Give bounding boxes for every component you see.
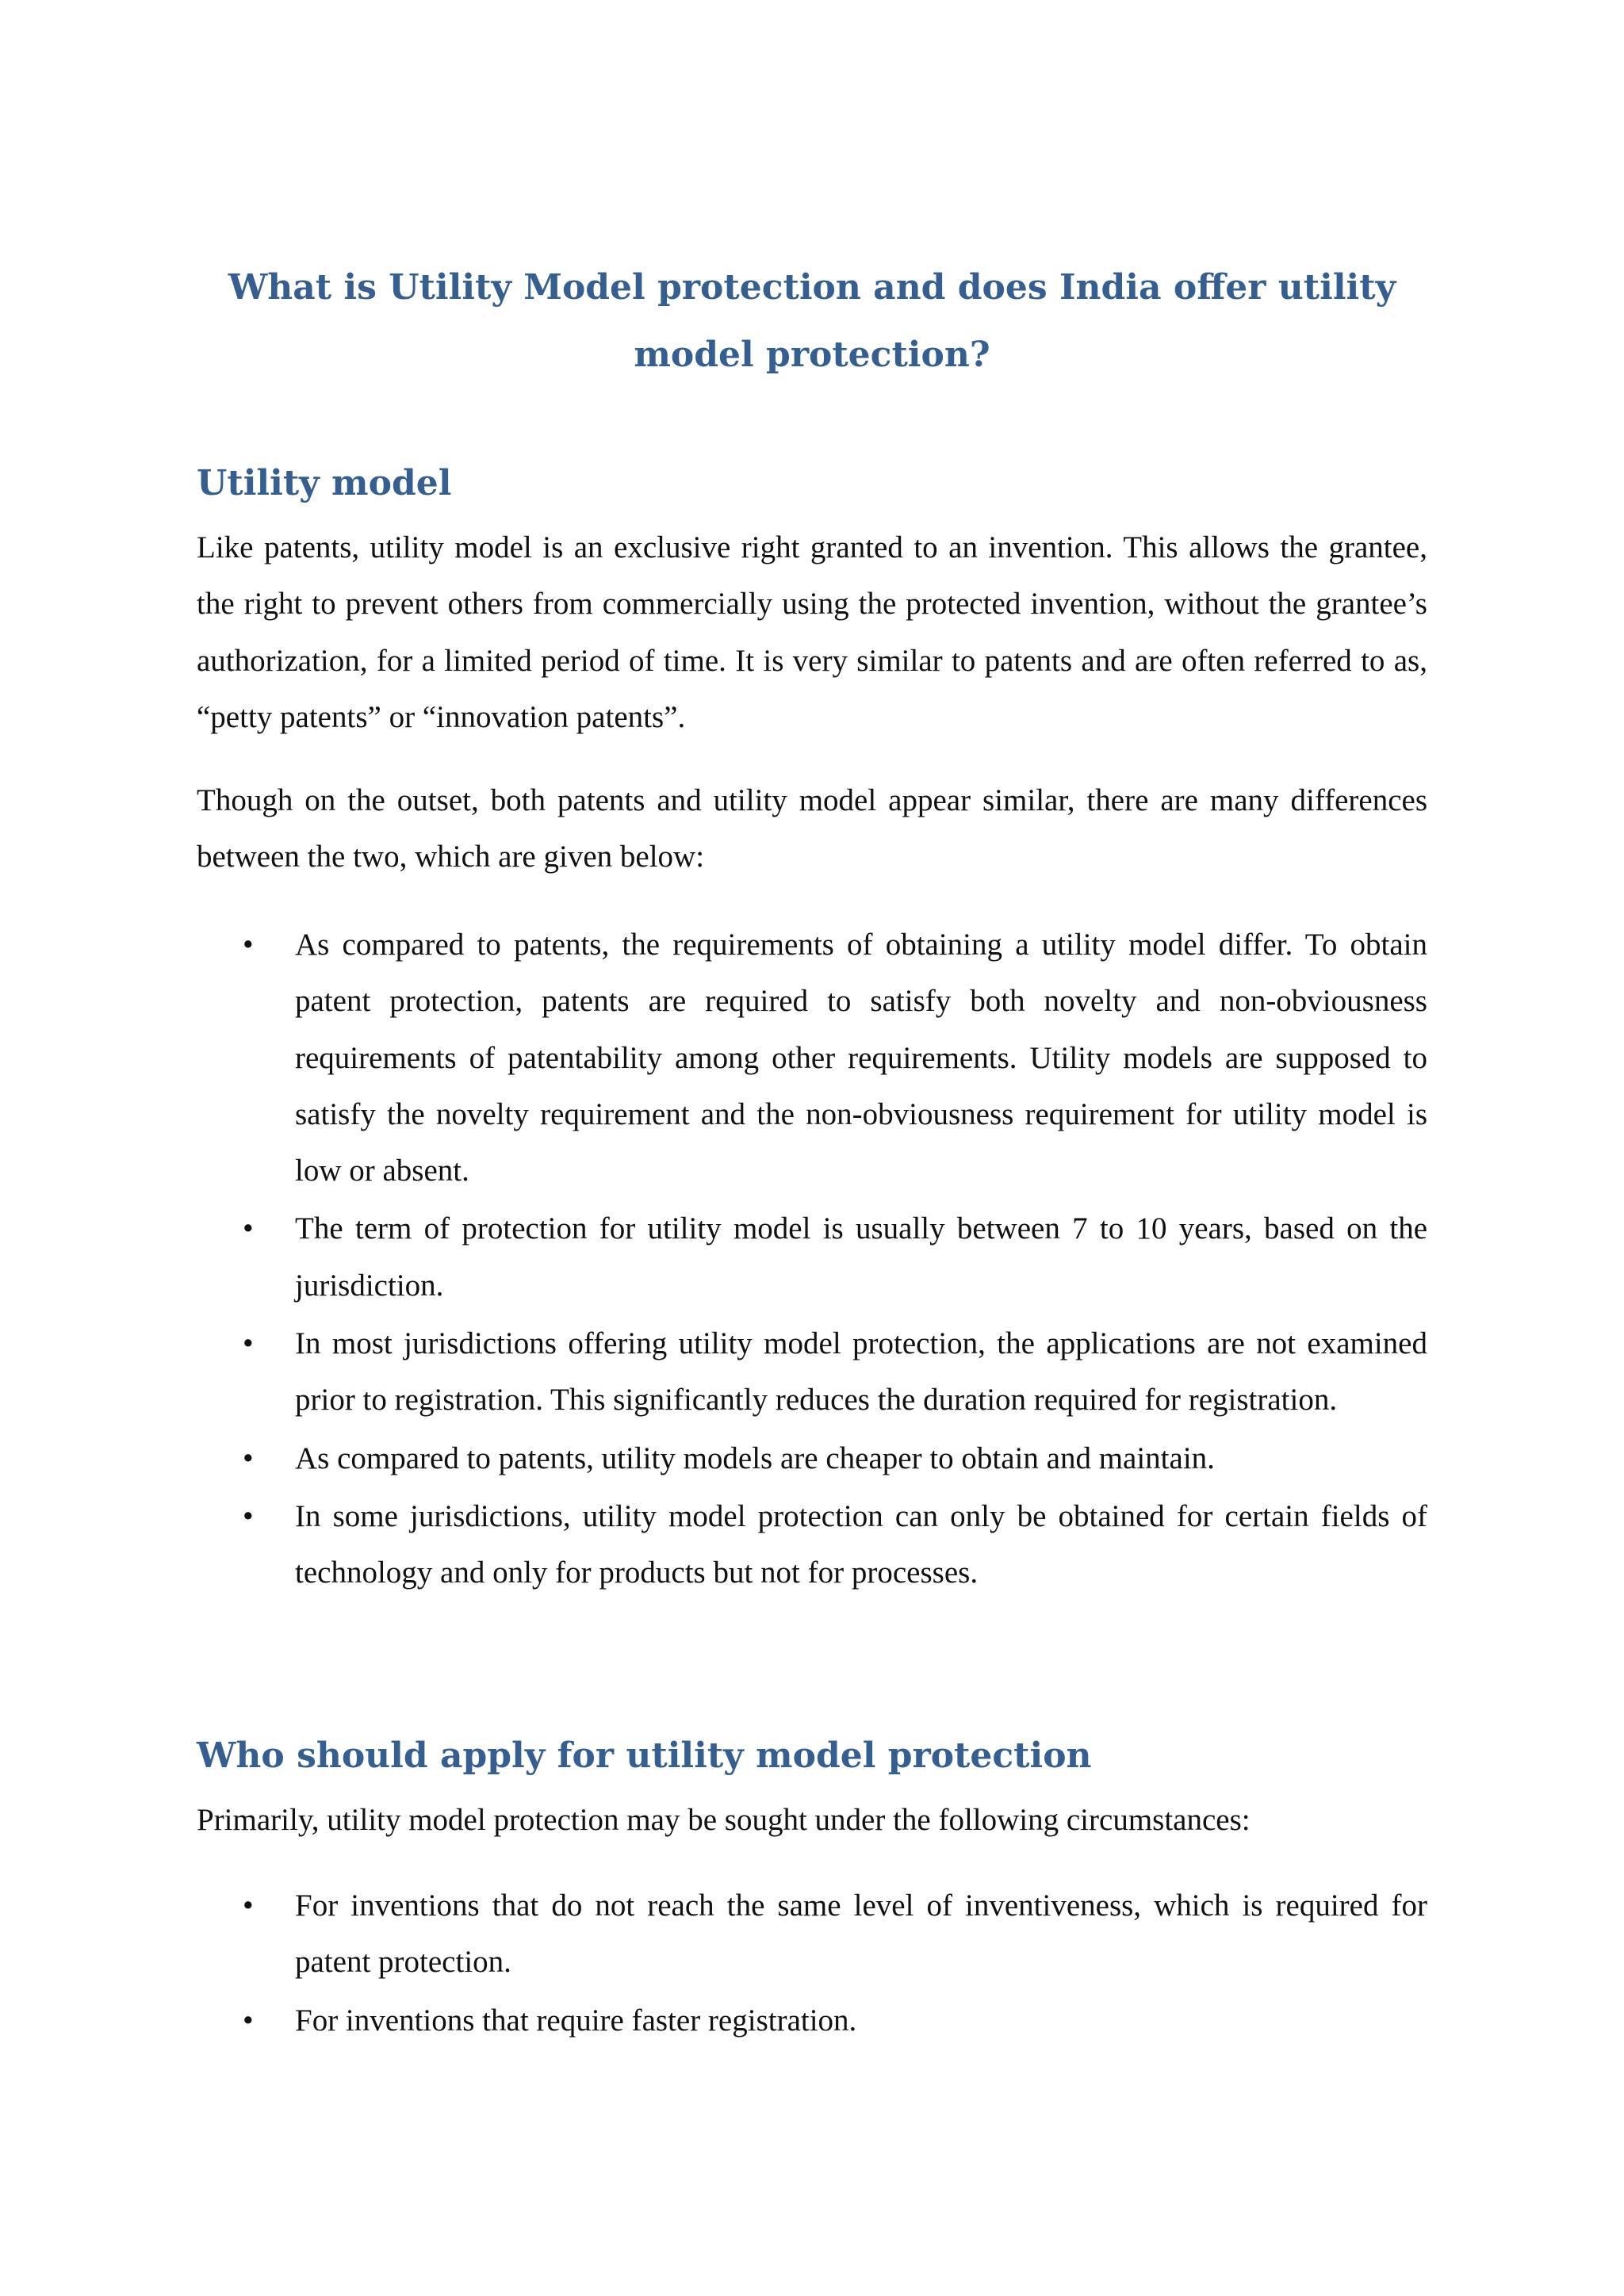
paragraph-differences-intro: Though on the outset, both patents and utility model appear similar, there are many differences between the two, which are given below: bbox=[197, 783, 1427, 874]
circumstances-list bbox=[197, 1877, 1427, 2050]
bullet-icon: • bbox=[243, 1888, 254, 1923]
list-item-text: In some jurisdictions, utility model protection can only be obtained for certain fields of technology and only for products but not for processes. bbox=[295, 1498, 1427, 1590]
paragraph-utility-model-definition: Like patents, utility model is an exclusive right granted to an invention. This allows the grantee, the right to prevent others from commercially using the protected invention, without the grantee’s authorization, for a limited period of time. It is very similar to patents and are often referred to as, “petty patents” or “innovation patents”. bbox=[197, 530, 1427, 734]
list-item-text: As compared to patents, the requirements of obtaining a utility model differ. To obtain patent protection, patents are required to satisfy both novelty and non-obviousness requirements of patentability among other requirements. Utility models are supposed to satisfy the novelty requirement and the non-obviousness requirement for utility model is low or absent. bbox=[295, 928, 1427, 1188]
document-title: What is Utility Model protection and does India offer utility model protection? bbox=[228, 267, 1396, 375]
list-item-text: The term of protection for utility model is usually between 7 to 10 years, based on the jurisdiction. bbox=[295, 1211, 1427, 1303]
bullet-icon: • bbox=[243, 1326, 254, 1361]
bullet-icon: • bbox=[243, 2003, 254, 2038]
list-item bbox=[197, 1488, 1427, 1601]
bullet-icon: • bbox=[243, 1441, 254, 1475]
list-item bbox=[197, 1200, 1427, 1314]
list-item bbox=[197, 916, 1427, 1199]
list-item-text: In most jurisdictions offering utility model protection, the applications are not examined prior to registration. This significantly reduces the duration required for registration. bbox=[295, 1326, 1427, 1418]
paragraph-circumstances-intro: Primarily, utility model protection may be sought under the following circumstances: bbox=[197, 1803, 1251, 1837]
bullet-icon: • bbox=[243, 1498, 254, 1533]
bullet-icon: • bbox=[243, 928, 254, 962]
list-item-text: As compared to patents, utility models are cheaper to obtain and maintain. bbox=[295, 1441, 1215, 1475]
list-item-text: For inventions that require faster registration. bbox=[295, 2003, 857, 2038]
list-item bbox=[197, 1315, 1427, 1429]
bullet-icon: • bbox=[243, 1211, 254, 1246]
differences-list bbox=[197, 916, 1427, 1603]
list-item bbox=[197, 1992, 1427, 2049]
section-heading-who-should-apply: Who should apply for utility model protection bbox=[197, 1735, 1092, 1776]
list-item bbox=[197, 1430, 1427, 1487]
list-item bbox=[197, 1877, 1427, 1991]
list-item-text: For inventions that do not reach the same level of inventiveness, which is required for patent protection. bbox=[295, 1888, 1427, 1980]
section-heading-utility-model: Utility model bbox=[197, 463, 452, 503]
